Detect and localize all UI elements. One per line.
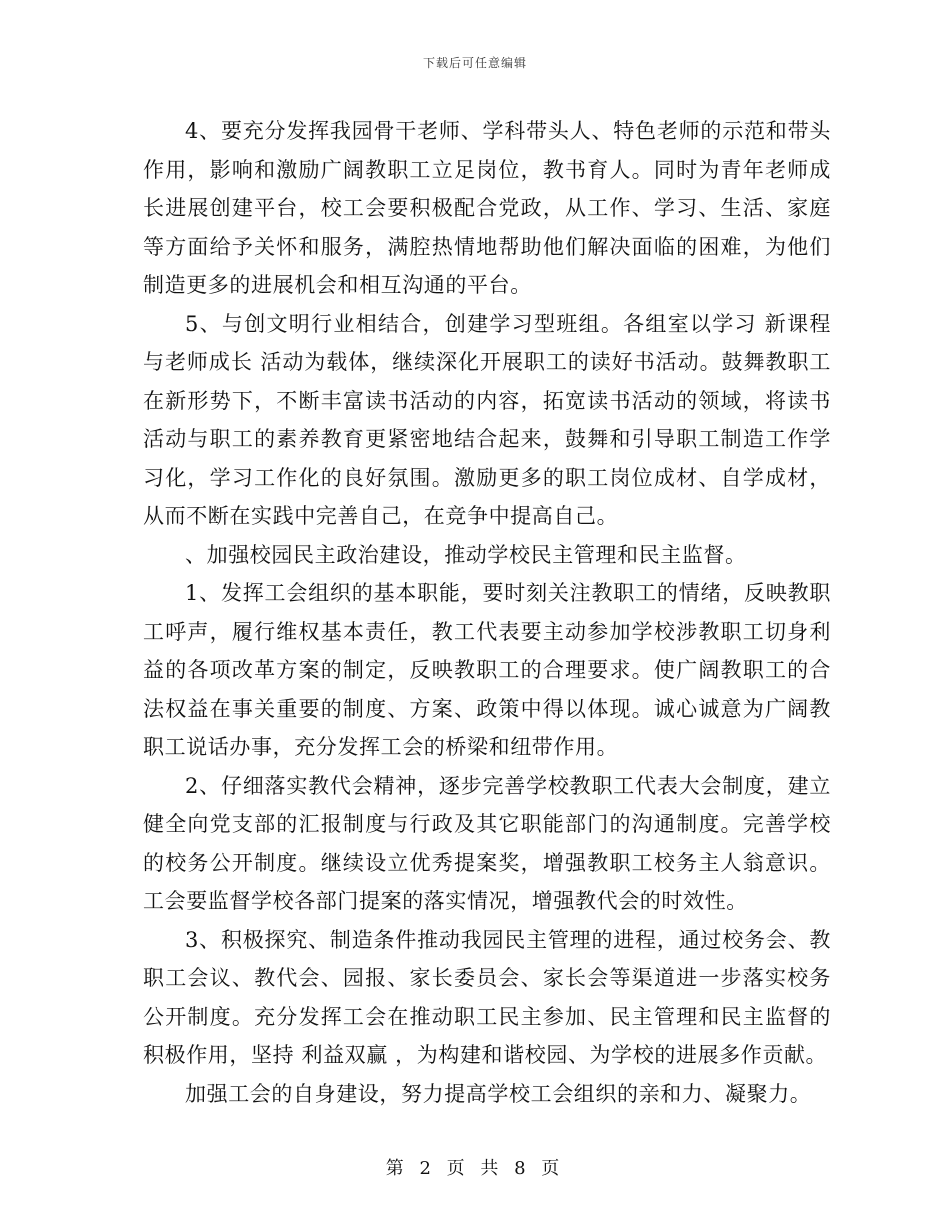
section-heading-self-building: 加强工会的自身建设，努力提高学校工会组织的亲和力、凝聚力。 xyxy=(185,1081,812,1106)
section-heading-democracy: 、加强校园民主政治建设，推动学校民主管理和民主监督。 xyxy=(185,542,747,567)
document-body xyxy=(143,112,831,1113)
paragraph-item-5: 5、与创文明行业相结合，创建学习型班组。各组室以学习 新课程与老师成长 活动为载体，继续深化开展职工的读好书活动。鼓舞教职工在新形势下，不断丰富读书活动的内容，拓宽读书活动的领域，将读书活动与职工的素养教育更紧密地结合起来，鼓舞和引导职工制造工作学习化，学习工作化的良好氛围。激励更多的职工岗位成材、自学成材，从而不断在实践中完善自己，在竞争中提高自己。 xyxy=(143,311,831,528)
page-header: 下载后可任意编辑 xyxy=(422,56,527,70)
paragraph-item-2: 2、仔细落实教代会精神，逐步完善学校教职工代表大会制度，建立健全向党支部的汇报制度与行政及其它职能部门的沟通制度。完善学校的校务公开制度。继续设立优秀提案奖，增强教职工校务主人翁意识。工会要监督学校各部门提案的落实情况，增强教代会的时效性。 xyxy=(143,773,831,913)
page-footer: 第 2 页 共 8 页 xyxy=(385,1158,565,1179)
paragraph-item-3: 3、积极探究、制造条件推动我园民主管理的进程，通过校务会、教职工会议、教代会、园报、家长委员会、家长会等渠道进一步落实校务公开制度。充分发挥工会在推动职工民主参加、民主管理和民主监督的积极作用，坚持 利益双赢 ，为构建和谐校园、为学校的进展多作贡献。 xyxy=(143,927,831,1067)
paragraph-item-1: 1、发挥工会组织的基本职能，要时刻关注教职工的情绪，反映教职工呼声，履行维权基本责任，教工代表要主动参加学校涉教职工切身利益的各项改革方案的制定，反映教职工的合理要求。使广阔教职工的合法权益在事关重要的制度、方案、政策中得以体现。诚心诚意为广阔教职工说话办事，充分发挥工会的桥梁和纽带作用。 xyxy=(143,581,831,759)
paragraph-item-4: 4、要充分发挥我园骨干老师、学科带头人、特色老师的示范和带头作用，影响和激励广阔教职工立足岗位，教书育人。同时为青年老师成长进展创建平台，校工会要积极配合党政，从工作、学习、生活、家庭等方面给予关怀和服务，满腔热情地帮助他们解决面临的困难，为他们制造更多的进展机会和相互沟通的平台。 xyxy=(143,119,831,297)
